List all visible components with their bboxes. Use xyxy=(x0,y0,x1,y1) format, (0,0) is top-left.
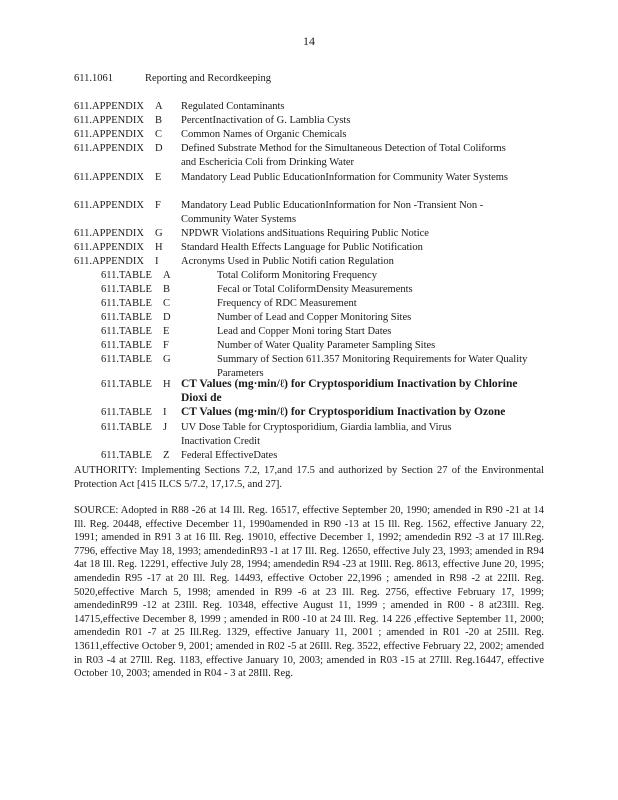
table-section: 611.TABLE xyxy=(101,298,152,309)
appendix-letter: D xyxy=(155,143,163,154)
table-title: CT Values (mg·min/ℓ) for Cryptosporidium Inactivation by Chlorine Dioxi de xyxy=(181,378,518,404)
appendix-section: 611.APPENDIX xyxy=(74,256,144,267)
appendix-title: Acronyms Used in Public Notifi cation Regulation xyxy=(181,256,394,267)
appendix-section: 611.APPENDIX xyxy=(74,143,144,154)
appendix-title: PercentInactivation of G. Lamblia Cysts xyxy=(181,115,351,126)
appendix-section: 611.APPENDIX xyxy=(74,129,144,140)
page-number: 14 xyxy=(303,34,315,48)
appendix-letter: G xyxy=(155,228,163,239)
table-letter: I xyxy=(163,407,167,418)
appendix-letter: H xyxy=(155,242,163,253)
table-section: 611.TABLE xyxy=(101,379,152,390)
table-section: 611.TABLE xyxy=(101,284,152,295)
table-section: 611.TABLE xyxy=(101,354,152,365)
appendix-section: 611.APPENDIX xyxy=(74,228,144,239)
appendix-title: Regulated Contaminants xyxy=(181,101,285,112)
table-letter: Z xyxy=(163,450,170,461)
appendix-section: 611.APPENDIX xyxy=(74,200,144,211)
table-letter: H xyxy=(163,379,171,390)
table-section: 611.TABLE xyxy=(101,270,152,281)
appendix-section: 611.APPENDIX xyxy=(74,172,144,183)
heading-section: 611.1061 xyxy=(74,73,113,84)
appendix-letter: E xyxy=(155,172,162,183)
table-title: Lead and Copper Moni toring Start Dates xyxy=(217,326,392,337)
table-letter: F xyxy=(163,340,169,351)
appendix-title: Mandatory Lead Public EducationInformation for Non -Transient Non -Community Water Systems xyxy=(181,200,484,225)
table-title: CT Values (mg·min/ℓ) for Cryptosporidium Inactivation by Ozone xyxy=(181,406,506,418)
appendix-section: 611.APPENDIX xyxy=(74,115,144,126)
table-title: Fecal or Total ColiformDensity Measurements xyxy=(217,284,413,295)
table-letter: B xyxy=(163,284,171,295)
table-title: Frequency of RDC Measurement xyxy=(217,298,357,309)
table-letter: C xyxy=(163,298,171,309)
table-section: 611.TABLE xyxy=(101,312,152,323)
appendix-letter: I xyxy=(155,256,159,267)
table-title: UV Dose Table for Cryptosporidium, Giardia lamblia, and Virus Inactivation Credit xyxy=(181,422,452,447)
appendix-letter: F xyxy=(155,200,161,211)
table-letter: J xyxy=(163,422,168,433)
table-title: Summary of Section 611.357 Monitoring Requirements for Water Quality Parameters xyxy=(217,354,528,379)
appendix-section: 611.APPENDIX xyxy=(74,242,144,253)
appendix-title: Standard Health Effects Language for Public Notification xyxy=(181,242,423,253)
table-section: 611.TABLE xyxy=(101,450,152,461)
table-letter: D xyxy=(163,312,171,323)
table-letter: A xyxy=(163,270,171,281)
table-title: Number of Lead and Copper Monitoring Sites xyxy=(217,312,412,323)
table-section: 611.TABLE xyxy=(101,422,152,433)
table-letter: G xyxy=(163,354,171,365)
table-title: Federal EffectiveDates xyxy=(181,450,278,461)
appendix-title: NPDWR Violations andSituations Requiring Public Notice xyxy=(181,228,429,239)
table-section: 611.TABLE xyxy=(101,340,152,351)
heading-section-1061 xyxy=(74,72,271,85)
appendix-title: Mandatory Lead Public EducationInformation for Community Water Systems xyxy=(181,172,509,183)
appendix-letter: B xyxy=(155,115,163,126)
appendix-title: Defined Substrate Method for the Simultaneous Detection of Total Coliforms and Eschericia Coli from Drinking Water xyxy=(181,143,506,168)
table-title: Number of Water Quality Parameter Sampling Sites xyxy=(217,340,436,351)
table-letter: E xyxy=(163,326,170,337)
appendix-section: 611.APPENDIX xyxy=(74,101,144,112)
appendix-letter: A xyxy=(155,101,163,112)
heading-title: Reporting and Recordkeeping xyxy=(145,73,271,84)
source-paragraph: SOURCE: Adopted in R88 -26 at 14 Ill. Reg. 16517, effective September 20, 1990; amended in R90 -21 at 14 Ill. Reg. 20448, effective December 11, 1990amended in R90 -13 at 15 Ill. Reg. 1562, effective January 22, 1991; amended in R91 3 at 16 Ill. Reg. 19010, effective December 1, 1992; amendedin R92 -3 at 17 Ill.Reg. 7796, effective May 18, 1993; amendedinR93 -1 at 17 Ill. Reg. 12650, effective July 23, 1993; amended in R94 4at 18 Ill. Reg. 12291, effective July 28, 1994; amendedin R94 -23 at 19Ill. Reg. 8613, effective June 20, 1995; amendedin R95 -17 at 20 Ill. Reg. 14493, effective October 22,1996 ; amended in R98 -2 at 22Ill. Reg. 5020,effective March 5, 1998; amended in R99 -6 at 23 Ill. Reg. 2756, effective February 17, 1999; amendedinR99 -12 at 23Ill. Reg. 10348, effective August 11, 1999 ; amended in R00 - 8 at23Ill. Reg. 14715,effective December 8, 1999 ; amended in R00 -10 at 24 Ill. Reg. 14 226 ,effective September 11, 2000; amendedin R01 -7 at 25 Ill.Reg. 1329, effective January 11, 2001 ; amended in R01 -20 at 25Ill. Reg. 13611,effective October 9, 2001; amended in R02 -5 at 26Ill. Reg. 3522, effective February 22, 2002; amended in R03 -4 at 27Ill. Reg. 1183, effective January 10, 2003; amended in R03 -15 at 27Ill. Reg.16447, effective October 10, 2003; amended in R04 - 3 at 28Ill. Reg. xyxy=(74,505,544,680)
appendix-letter: C xyxy=(155,129,163,140)
table-section: 611.TABLE xyxy=(101,326,152,337)
appendix-title: Common Names of Organic Chemicals xyxy=(181,129,347,140)
table-section: 611.TABLE xyxy=(101,407,152,418)
table-title: Total Coliform Monitoring Frequency xyxy=(217,270,377,281)
authority-paragraph: AUTHORITY: Implementing Sections 7.2, 17,and 17.5 and authorized by Section 27 of the Environmental Protection Act [415 ILCS 5/7.2, 17,17.5, and 27]. xyxy=(74,465,544,490)
